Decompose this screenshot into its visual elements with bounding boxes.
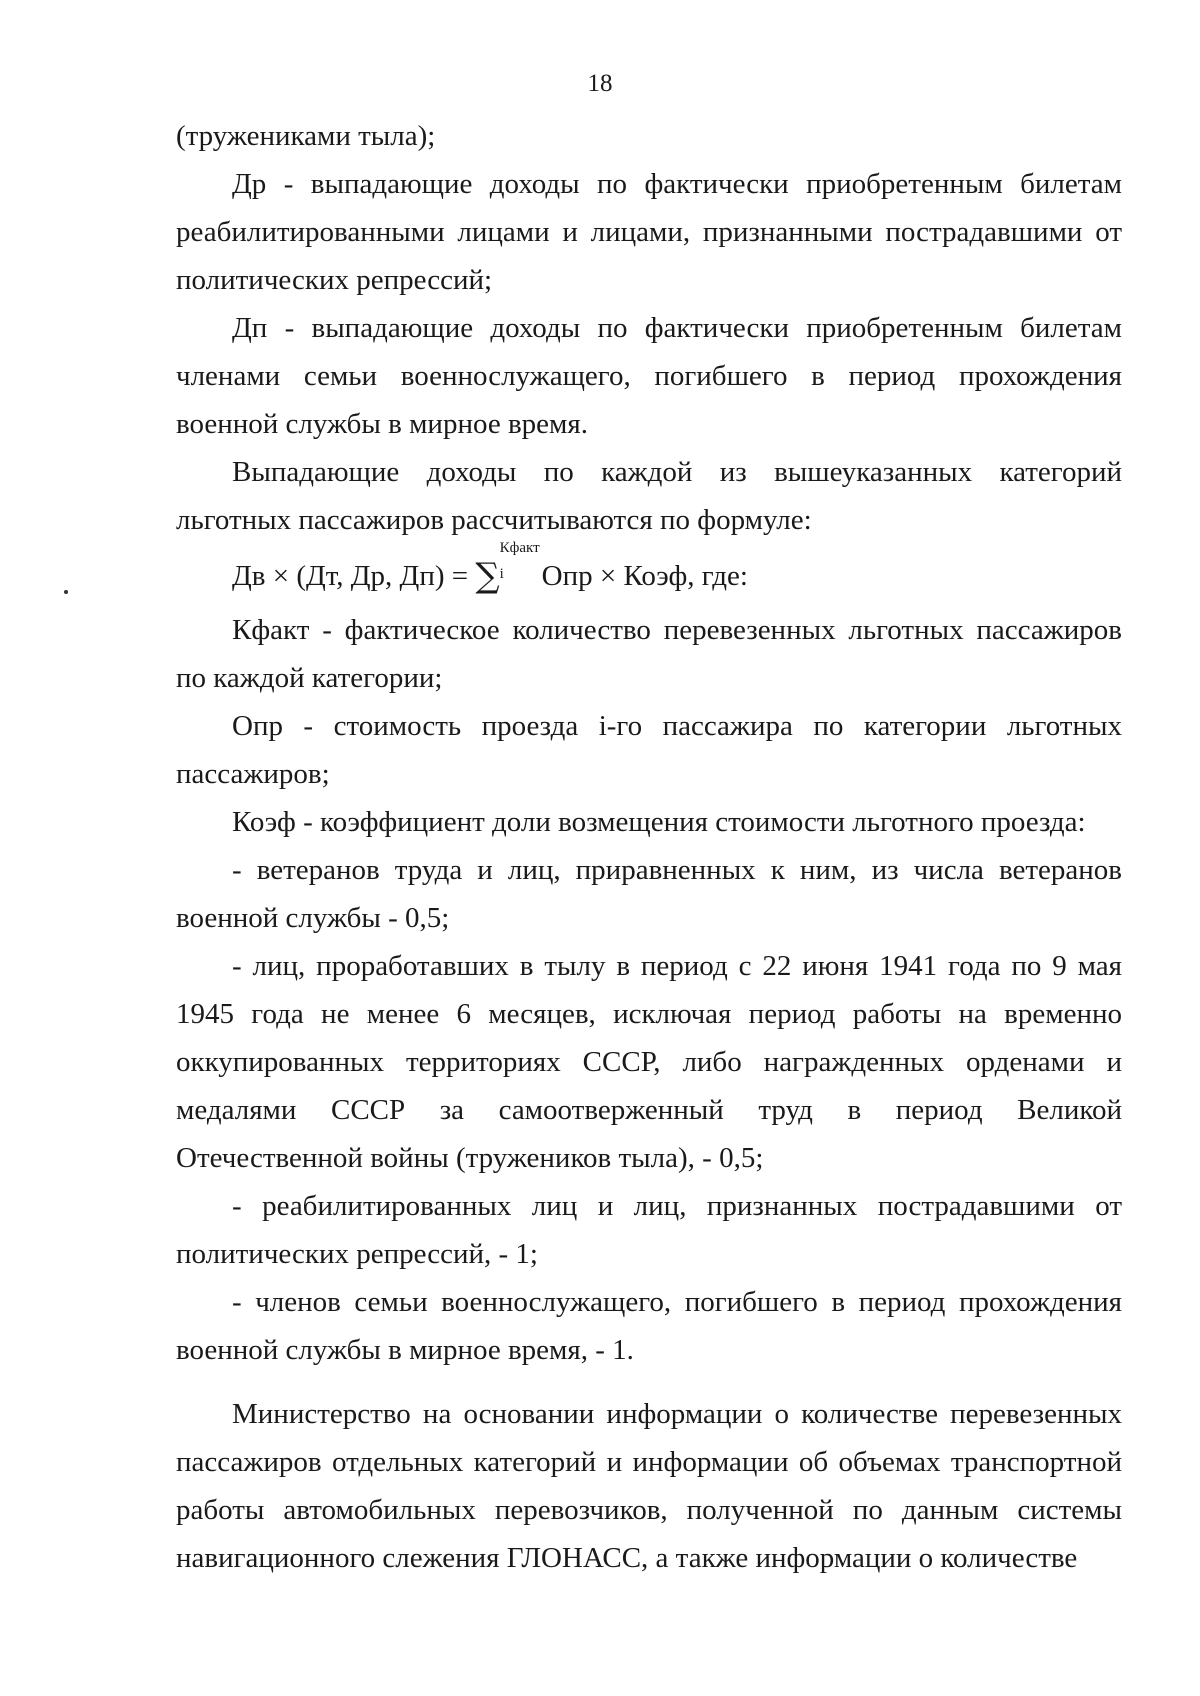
formula-lhs: Дв × (Дт, Др, Дп) = <box>232 560 476 592</box>
formula-tail: , где: <box>687 560 748 592</box>
paragraph-dr-definition: Др - выпадающие доходы по фактически приобретенным билетам реабилитированными лицами и лицами, признанными пострадавшими от политических репрессий; <box>176 168 1122 296</box>
list-item-military-family: - членов семьи военнослужащего, погибшего в период прохождения военной службы в мирное время, - 1. <box>176 1286 1122 1366</box>
paragraph-koef-definition: Коэф - коэффициент доли возмещения стоимости льготного проезда: <box>232 806 1086 838</box>
sum-lower-limit: i <box>499 566 504 582</box>
paragraph-continuation: (тружениками тыла); <box>176 120 436 152</box>
paragraph-formula-intro: Выпадающие доходы по каждой из вышеуказанных категорий льготных пассажиров рассчитываются по формуле: <box>176 456 1122 536</box>
list-item-veterans: - ветеранов труда и лиц, приравненных к ним, из числа ветеранов военной службы - 0,5; <box>176 854 1122 934</box>
paragraph-ministry: Министерство на основании информации о количестве перевезенных пассажиров отдельных категорий и информации об объемах транспортной работы автомобильных перевозчиков, полученной по данным системы навигационного слежения ГЛОНАСС, а также информации о количестве <box>176 1398 1122 1574</box>
sigma-symbol: ∑ <box>475 556 500 596</box>
paragraph-opr-definition: Опр - стоимость проезда i-го пассажира по категории льготных пассажиров; <box>176 710 1122 790</box>
document-body <box>176 112 1122 1582</box>
scan-artifact-dot <box>64 590 68 594</box>
formula-line <box>176 540 1122 602</box>
page-number: 18 <box>587 70 613 97</box>
sum-limits <box>499 540 542 585</box>
paragraph-dp-definition: Дп - выпадающие доходы по фактически приобретенным билетам членами семьи военнослужащего, погибшего в период прохождения военной службы в мирное время. <box>176 312 1122 440</box>
list-item-home-front: - лиц, проработавших в тылу в период с 22 июня 1941 года по 9 мая 1945 года не менее 6 месяцев, исключая период работы на временно оккупированных территориях СССР, либо награжденных орденами и медалями СССР за самоотверженный труд в период Великой Отечественной войны (тружеников тыла), - 0,5; <box>176 950 1122 1174</box>
formula-rhs: Опр × Коэф <box>541 560 688 592</box>
sum-upper-limit: Кфакт <box>499 540 540 556</box>
paragraph-kfakt-definition: Кфакт - фактическое количество перевезенных льготных пассажиров по каждой категории; <box>176 614 1122 694</box>
list-item-rehabilitated: - реабилитированных лиц и лиц, признанных пострадавшими от политических репрессий, - 1; <box>176 1190 1122 1270</box>
